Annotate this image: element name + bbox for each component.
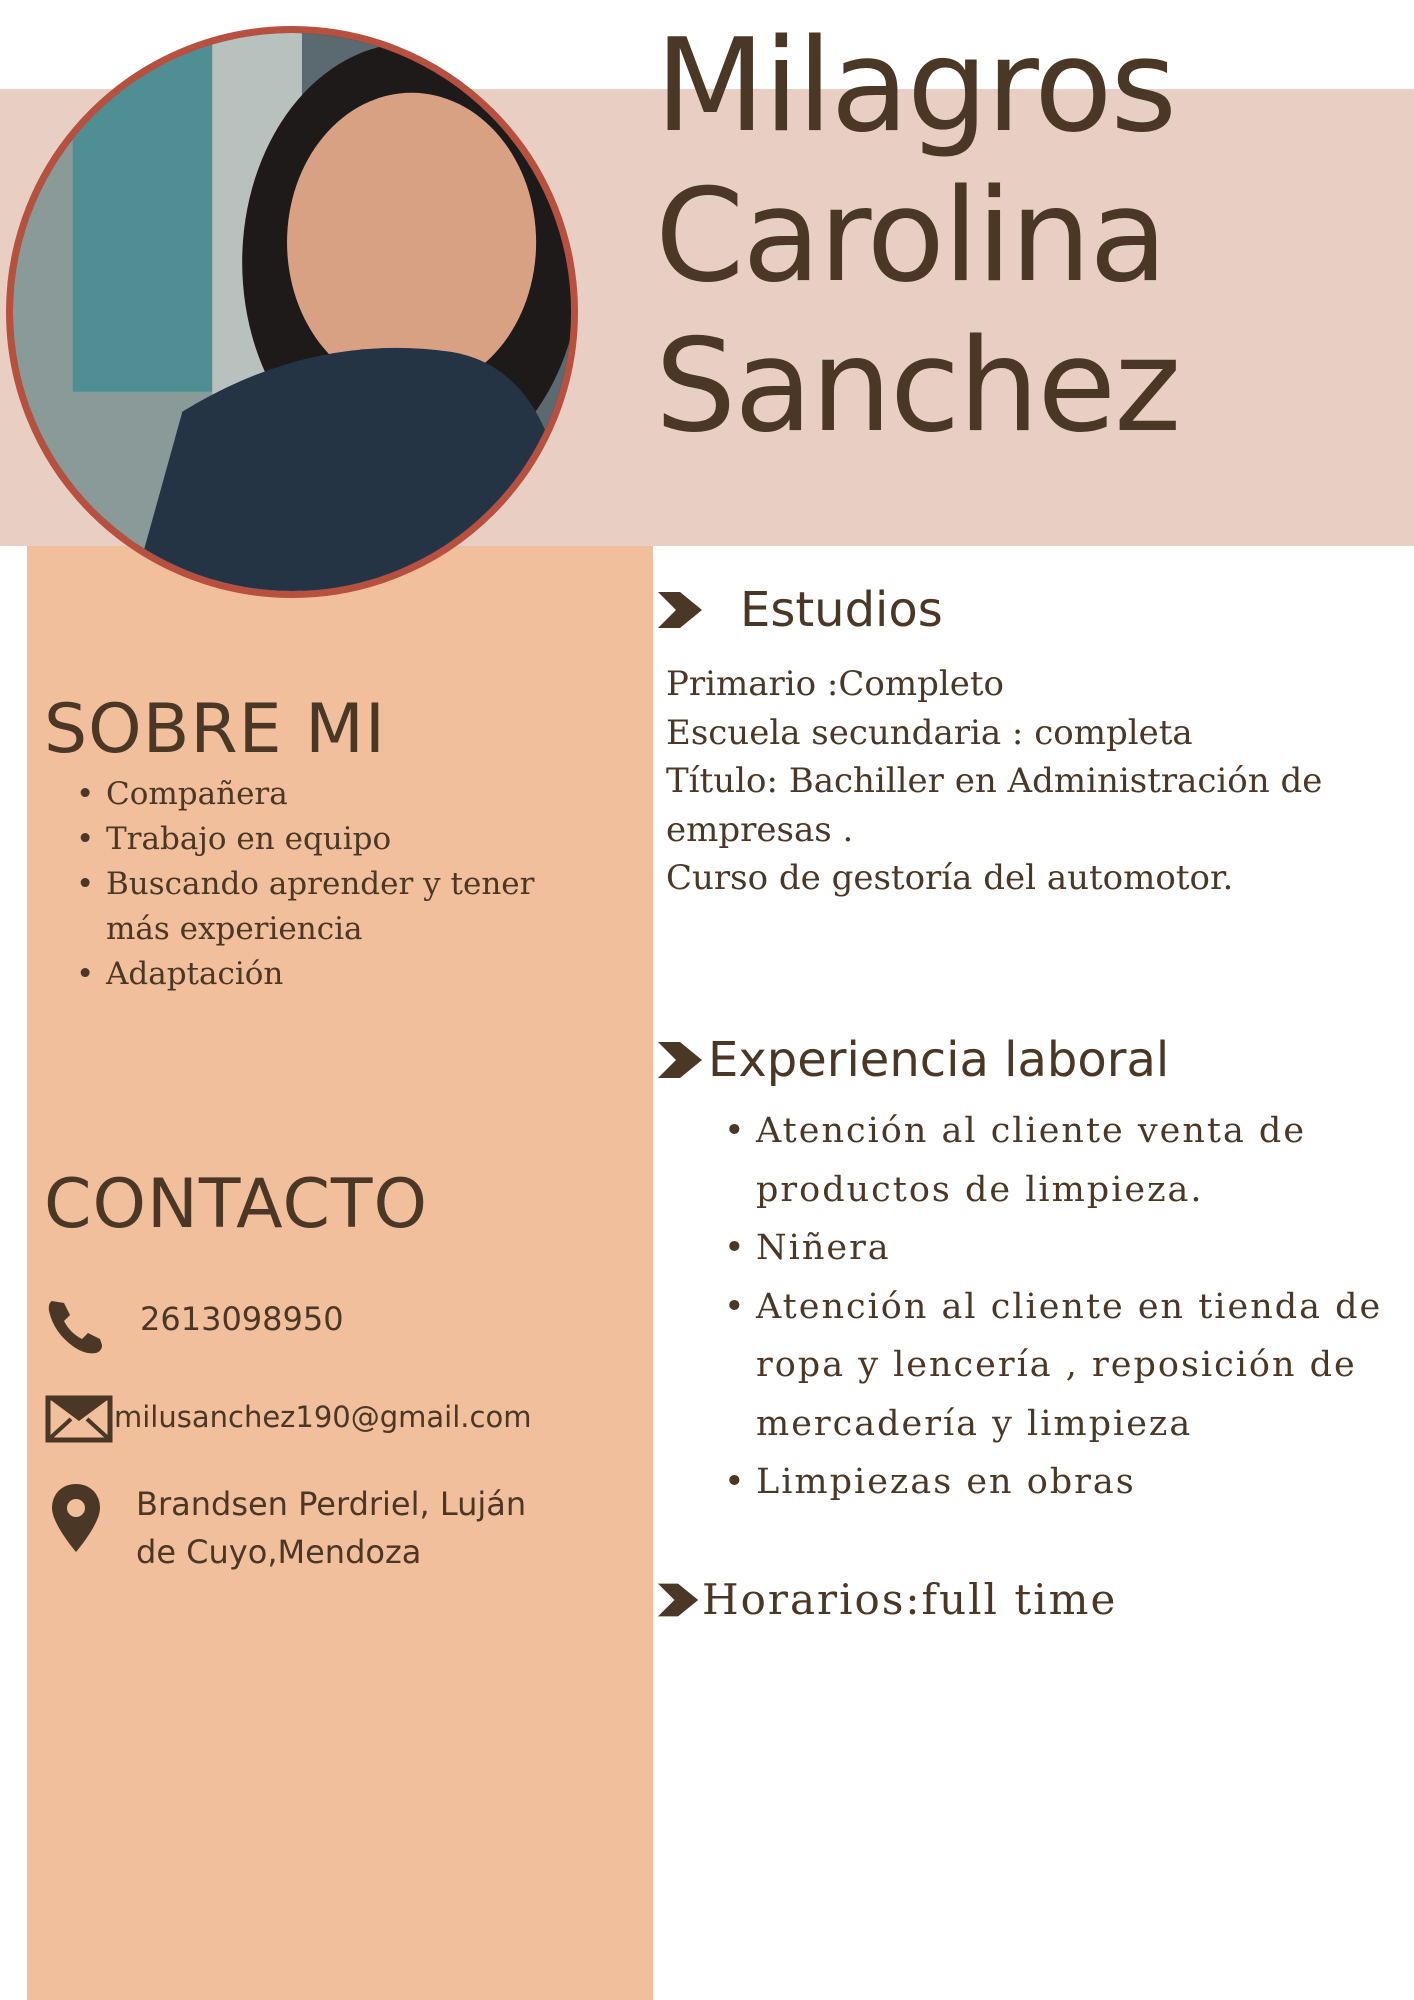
experience-item: • Atención al cliente en tienda de ropa y lencería , reposición de mercadería y limpieza (756, 1278, 1404, 1454)
envelope-icon (44, 1395, 114, 1443)
email-address[interactable]: milusanchez190@gmail.com (114, 1400, 532, 1434)
schedule-header (658, 1570, 1117, 1630)
about-list (44, 772, 584, 997)
studies-title: Estudios (740, 582, 943, 638)
studies-line: Título: Bachiller en Administración de empresas . (666, 761, 1323, 850)
name-first: Milagros (655, 12, 1176, 161)
profile-photo (6, 26, 578, 598)
studies-list (666, 660, 1386, 903)
address-text: Brandsen Perdriel, Luján de Cuyo,Mendoza (136, 1485, 527, 1571)
contact-email (44, 1395, 531, 1443)
studies-line: Escuela secundaria : completa (666, 712, 1193, 753)
schedule-text: Horarios:full time (702, 1575, 1118, 1624)
chevron-right-icon (658, 590, 704, 630)
contact-title: CONTACTO (44, 1165, 428, 1244)
name-last: Sanchez (655, 312, 1180, 461)
full-name (655, 12, 1179, 462)
chevron-right-icon (658, 1040, 704, 1080)
location-pin-icon (44, 1480, 108, 1556)
experience-list (724, 1102, 1404, 1512)
contact-phone (44, 1295, 344, 1359)
experience-item: • Atención al cliente venta de productos de limpieza. (756, 1102, 1404, 1219)
studies-line: Curso de gestoría del automotor. (666, 858, 1234, 898)
phone-number[interactable]: 2613098950 (140, 1300, 344, 1338)
experience-item: • Niñera (756, 1219, 1404, 1278)
about-item: • Buscando aprender y tener más experiencia (106, 862, 584, 952)
phone-icon (44, 1295, 108, 1359)
name-middle: Carolina (655, 162, 1166, 311)
studies-line: Primario :Completo (666, 664, 1004, 704)
about-item: • Compañera (106, 772, 584, 817)
profile-photo-illustration (13, 33, 571, 591)
about-title: SOBRE MI (44, 690, 386, 769)
experience-header (658, 1030, 1169, 1090)
experience-title: Experiencia laboral (708, 1032, 1170, 1088)
contact-address (44, 1480, 566, 1576)
experience-item: • Limpiezas en obras (756, 1453, 1404, 1512)
about-item: • Trabajo en equipo (106, 817, 584, 862)
studies-header (658, 580, 943, 640)
about-item: • Adaptación (106, 952, 584, 997)
chevron-right-icon (658, 1581, 700, 1619)
